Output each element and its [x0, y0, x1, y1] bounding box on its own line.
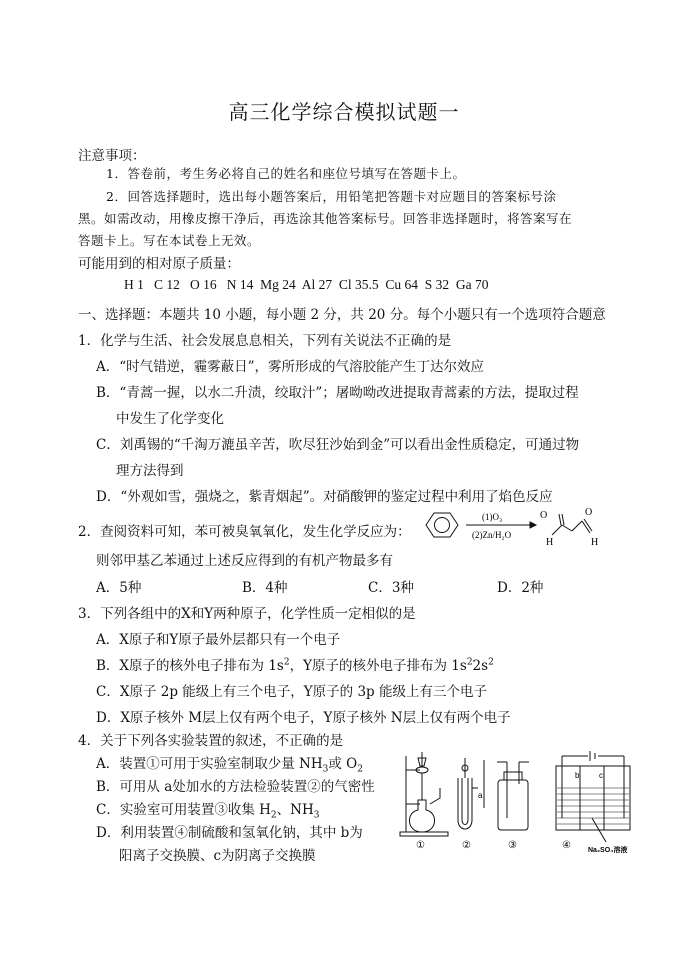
q4-option-c-sub-1: 2: [270, 810, 277, 821]
q2-option-d: D．2种: [497, 580, 544, 596]
q4-option-a-text-2: 或 O: [328, 756, 358, 772]
q4-option-b: B．可用从 a处加水的方法检验装置②的气密性: [96, 779, 375, 795]
q3-option-a: A．X原子和Y原子最外层都只有一个电子: [96, 632, 341, 648]
q1-stem: 1．化学与生活、社会发展息息相关，下列有关说法不正确的是: [78, 333, 452, 349]
atomic-mass-values: H 1 C 12 O 16 N 14 Mg 24 Al 27 Cl 35.5 Cu 64 S 32 Ga 70: [124, 277, 489, 292]
apparatus-4-electrolysis-cell-icon: [556, 751, 630, 842]
benzene-ring-icon: [426, 513, 458, 537]
q2-option-c: C．3种: [368, 580, 414, 596]
q4-option-d-line-2: 阳离子交换膜、c为阴离子交换膜: [119, 848, 316, 864]
notice-item-2-line-3: 答题卡上。写在本试卷上无效。: [78, 233, 261, 248]
oxygen-atom-2: O: [585, 507, 593, 518]
q3-stem: 3．下列各组中的X和Y两种原子，化学性质一定相似的是: [78, 606, 416, 622]
notice-item-1: 1．答卷前，考生务必将自己的姓名和座位号填写在答题卡上。: [106, 166, 466, 181]
q3-option-b-sup-2: 2: [466, 657, 473, 668]
q4-option-a-text-1: A．装置①可用于实验室制取少量 NH: [96, 756, 323, 772]
q2-stem: 2．查阅资料可知，苯可被臭氧氧化，发生化学反应为：: [78, 524, 411, 540]
reaction-condition-1: (1)O₃: [482, 512, 503, 522]
q2-option-a: A．5种: [96, 580, 142, 596]
q4-option-a: [96, 752, 363, 775]
q4-stem: 4．关于下列各实验装置的叙述，不正确的是: [78, 733, 344, 749]
oxygen-atom-1: O: [540, 510, 548, 521]
reaction-condition-2: (2)Zn/H₂O: [472, 530, 512, 540]
notice-item-2-line-2: 黑。如需改动，用橡皮擦干净后，再选涂其他答案标号。回答非选择题时，将答案写在: [78, 211, 573, 226]
solution-label: Na₂SO₄溶液: [588, 847, 628, 854]
q1-option-a: A．“时气错逆，霾雾蔽日”，雾所形成的气溶胶能产生丁达尔效应: [96, 359, 485, 375]
q1-option-c-line-2: 理方法得到: [116, 463, 184, 479]
apparatus-label-4: ④: [562, 840, 571, 851]
membrane-c-label: c: [599, 771, 603, 780]
q3-option-b-text-3: 2s: [472, 658, 489, 674]
apparatus-diagrams: [392, 748, 640, 856]
apparatus-label-1: ①: [416, 840, 425, 851]
apparatus-3-gas-bottle-icon: [497, 762, 529, 830]
reaction-arrow-icon: [466, 522, 536, 528]
q1-option-b-line-2: 中发生了化学变化: [116, 411, 224, 427]
atomic-mass-heading: 可能用到的相对原子质量：: [78, 256, 240, 272]
notice-item-2-line-1: 2．回答选择题时，选出每小题答案后，用铅笔把答题卡对应题目的答案标号涂: [106, 189, 557, 204]
section-1-heading: 一、选择题：本题共 10 小题，每小题 2 分，共 20 分。每个小题只有一个选项符合题意: [78, 307, 606, 323]
membrane-b-label: b: [575, 771, 580, 780]
apparatus-label-3: ③: [508, 840, 517, 851]
q4-option-c-text-2: 、NH: [276, 802, 314, 818]
q3-option-b-sup-3: 2: [488, 657, 494, 668]
q4-option-c: [96, 798, 319, 821]
q4-option-c-sub-2: 3: [313, 810, 320, 821]
q3-option-c: C．X原子 2p 能级上有三个电子，Y原子的 3p 能级上有三个电子: [96, 684, 487, 700]
q2-option-b: B．4种: [242, 580, 288, 596]
q4-option-a-sub-2: 2: [357, 764, 363, 775]
q3-option-b-text-1: B．X原子的核外电子排布为 1s: [96, 658, 284, 674]
apparatus-label-2: ②: [462, 840, 471, 851]
q4-option-a-sub-1: 3: [322, 764, 329, 775]
q4-option-d-line-1: D．利用装置④制硫酸和氢氧化钠，其中 b为: [96, 825, 363, 841]
q3-option-d: D．X原子核外 M层上仅有两个电子，Y原子核外 N层上仅有两个电子: [96, 710, 511, 726]
hydrogen-atom-1: H: [546, 537, 554, 548]
hydrogen-atom-2: H: [591, 537, 599, 548]
q1-option-b-line-1: B．“青蒿一握，以水二升渍，绞取汁”；屠呦呦改进提取青蒿素的方法，提取过程: [96, 385, 579, 401]
apparatus-2-port-a-label: a: [478, 791, 483, 800]
apparatus-1-flask-stand-icon: [400, 752, 448, 836]
q3-option-b-sup-1: 2: [283, 657, 290, 668]
q1-option-c-line-1: C．刘禹锡的“千淘万漉虽辛苦，吹尽狂沙始到金”可以看出金性质稳定，可通过物: [96, 437, 580, 453]
q4-option-c-text-1: C．实验室可用装置③收集 H: [96, 802, 271, 818]
q3-option-b: [96, 654, 494, 674]
benzene-ozonolysis-reaction: [420, 505, 610, 551]
page-title: 高三化学综合模拟试题一: [228, 100, 460, 124]
q1-option-d: D．“外观如雪，强烧之，紫青烟起”。对硝酸钾的鉴定过程中利用了焰色反应: [96, 489, 553, 505]
q3-option-b-text-2: ，Y原子的核外电子排布为 1s: [289, 658, 467, 674]
notice-heading: 注意事项：: [78, 148, 146, 164]
q2-stem-continued: 则邻甲基乙苯通过上述反应得到的有机产物最多有: [96, 553, 393, 569]
